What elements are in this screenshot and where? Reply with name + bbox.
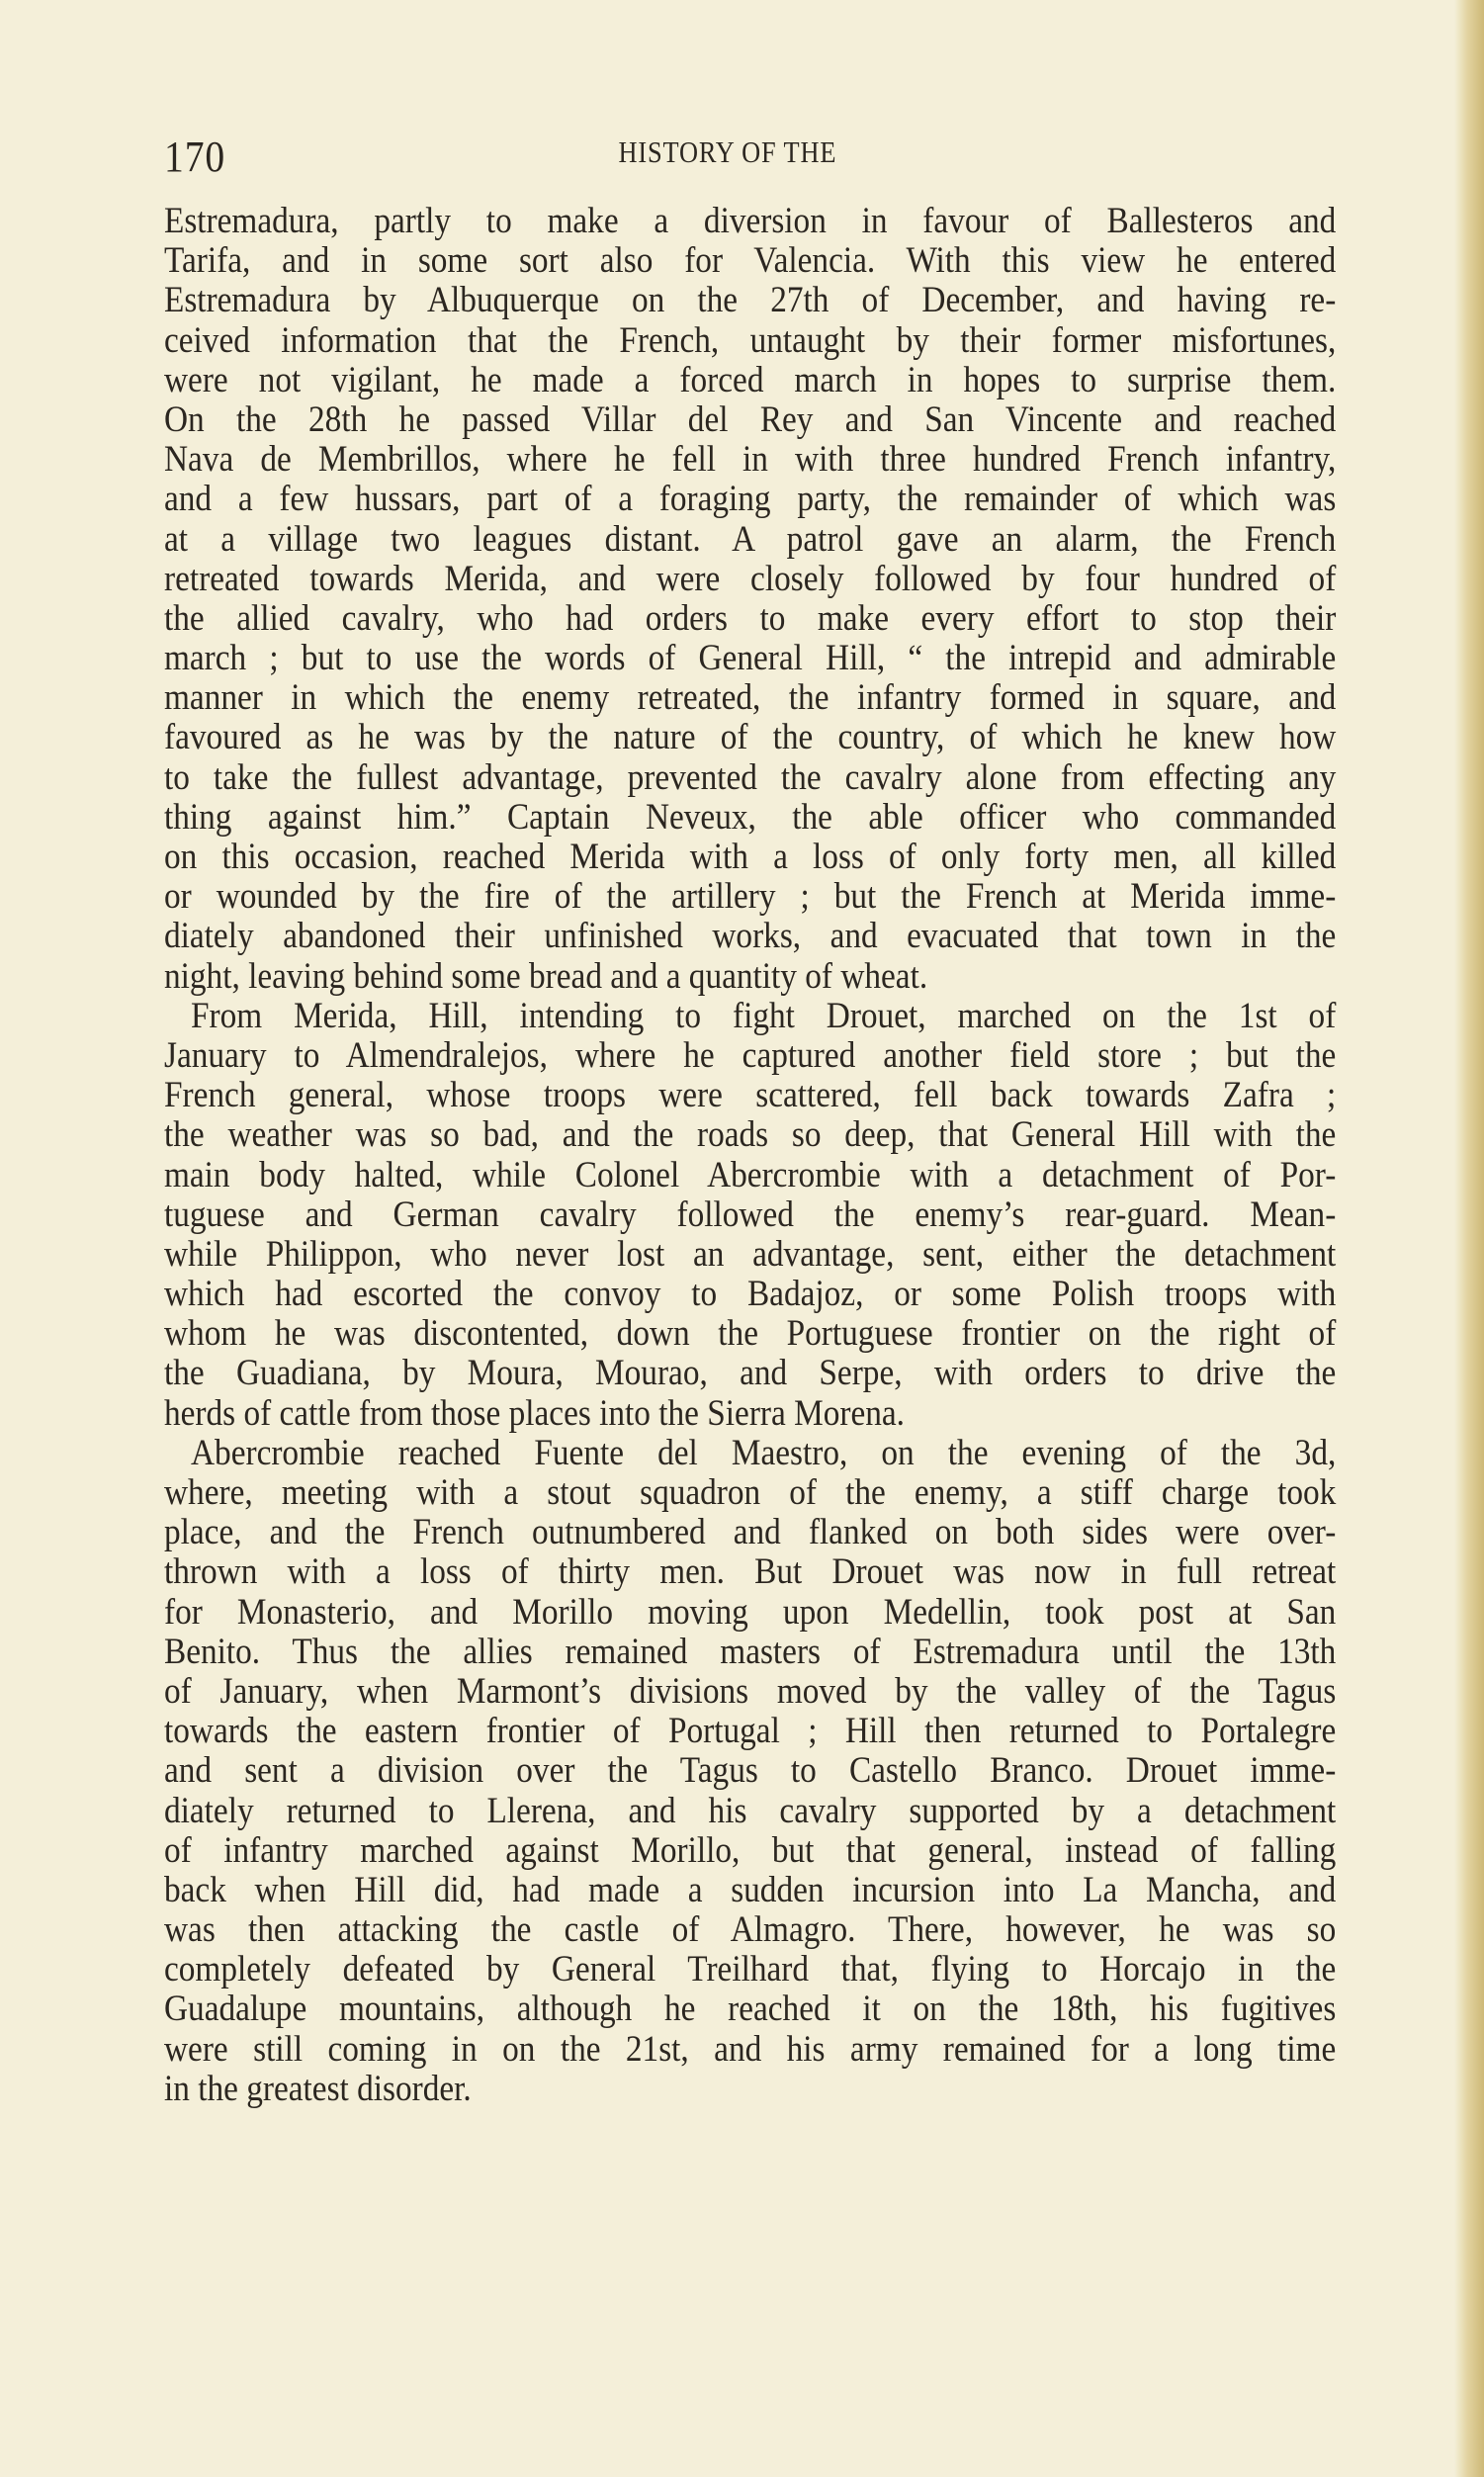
- text-line: Estremadura, partly to make a diversion in favour of Ballesteros and: [164, 201, 1337, 241]
- text-line: Nava de Membrillos, where he fell in with three hundred French infantry,: [164, 439, 1337, 481]
- text-line: on this occasion, reached Merida with a loss of only forty men, all killed: [164, 837, 1337, 877]
- text-line: march ; but to use the words of General Hill, “ the intrepid and admirable: [164, 638, 1337, 679]
- text-line: at a village two leagues distant. A patrol gave an alarm, the French: [164, 518, 1337, 560]
- text-line: where, meeting with a stout squadron of the enemy, a stiff charge took: [164, 1472, 1337, 1513]
- running-title: HISTORY OF THE: [618, 134, 836, 169]
- text-line: the allied cavalry, who had orders to make every effort to stop their: [164, 597, 1337, 639]
- text-line: On the 28th he passed Villar del Rey and San Vincente and reached: [164, 398, 1337, 440]
- text-line: thrown with a loss of thirty men. But Drouet was now in full retreat: [164, 1551, 1337, 1593]
- text-line: for Monasterio, and Morillo moving upon Medellin, took post at San: [164, 1591, 1337, 1633]
- text-line: manner in which the enemy retreated, the infantry formed in square, and: [164, 677, 1337, 719]
- text-line: and sent a division over the Tagus to Castello Branco. Drouet imme-: [164, 1750, 1337, 1792]
- text-line: and a few hussars, part of a foraging party, the remainder of which was: [164, 479, 1337, 520]
- text-line: thing against him.” Captain Neveux, the able officer who commanded: [164, 796, 1337, 838]
- text-line: completely defeated by General Treilhard that, flying to Horcajo in the: [164, 1949, 1337, 1990]
- text-line: the weather was so bad, and the roads so deep, that General Hill with the: [164, 1114, 1337, 1156]
- text-line: French general, whose troops were scattered, fell back towards Zafra ;: [164, 1075, 1337, 1116]
- text-line: main body halted, while Colonel Abercrombie with a detachment of Por-: [164, 1154, 1337, 1195]
- text-line: the Guadiana, by Moura, Mourao, and Serpe, with orders to drive the: [164, 1353, 1337, 1394]
- text-line: to take the fullest advantage, prevented the cavalry alone from effecting any: [164, 756, 1337, 798]
- page-number: 170: [164, 133, 226, 181]
- running-head: [0, 133, 1484, 172]
- text-line: night, leaving behind some bread and a quantity of wheat.: [164, 955, 928, 997]
- text-line: From Merida, Hill, intending to fight Drouet, marched on the 1st of: [191, 995, 1337, 1036]
- text-line: towards the eastern frontier of Portugal ; Hill then returned to Portalegre: [164, 1711, 1337, 1752]
- text-line: were not vigilant, he made a forced march in hopes to surprise them.: [164, 359, 1337, 400]
- body-text: [164, 202, 1466, 2109]
- text-line: favoured as he was by the nature of the country, of which he knew how: [164, 717, 1337, 758]
- text-line: or wounded by the fire of the artillery ; but the French at Merida imme-: [164, 876, 1337, 918]
- text-line: whom he was discontented, down the Portuguese frontier on the right of: [164, 1313, 1337, 1355]
- text-line: Guadalupe mountains, although he reached it on the 18th, his fugitives: [164, 1989, 1337, 2030]
- text-line: January to Almendralejos, where he captured another field store ; but the: [164, 1034, 1337, 1076]
- text-line: of January, when Marmont’s divisions moved by the valley of the Tagus: [164, 1670, 1337, 1712]
- text-line: of infantry marched against Morillo, but that general, instead of falling: [164, 1829, 1337, 1871]
- text-line: diately abandoned their unfinished works, and evacuated that town in the: [164, 916, 1337, 957]
- text-line: ceived information that the French, untaught by their former misfortunes,: [164, 319, 1337, 361]
- text-line: back when Hill did, had made a sudden incursion into La Mancha, and: [164, 1869, 1337, 1910]
- text-line: tuguese and German cavalry followed the enemy’s rear-guard. Mean-: [164, 1194, 1337, 1235]
- text-line: Tarifa, and in some sort also for Valencia. With this view he entered: [164, 240, 1337, 282]
- text-line: Abercrombie reached Fuente del Maestro, on the evening of the 3d,: [191, 1432, 1337, 1473]
- text-line: while Philippon, who never lost an advantage, sent, either the detachment: [164, 1233, 1337, 1275]
- text-line: which had escorted the convoy to Badajoz, or some Polish troops with: [164, 1274, 1337, 1315]
- text-line: were still coming in on the 21st, and his army remained for a long time: [164, 2028, 1337, 2070]
- text-line: was then attacking the castle of Almagro. There, however, he was so: [164, 1909, 1337, 1951]
- text-line: Benito. Thus the allies remained masters of Estremadura until the 13th: [164, 1631, 1337, 1672]
- text-line: herds of cattle from those places into the Sierra Morena.: [164, 1392, 905, 1434]
- text-line: in the greatest disorder.: [164, 2068, 472, 2109]
- text-line: Estremadura by Albuquerque on the 27th of December, and having re-: [164, 280, 1337, 321]
- text-line: place, and the French outnumbered and flanked on both sides were over-: [164, 1512, 1337, 1553]
- text-line: diately returned to Llerena, and his cavalry supported by a detachment: [164, 1790, 1337, 1831]
- text-line: retreated towards Merida, and were closely followed by four hundred of: [164, 558, 1337, 599]
